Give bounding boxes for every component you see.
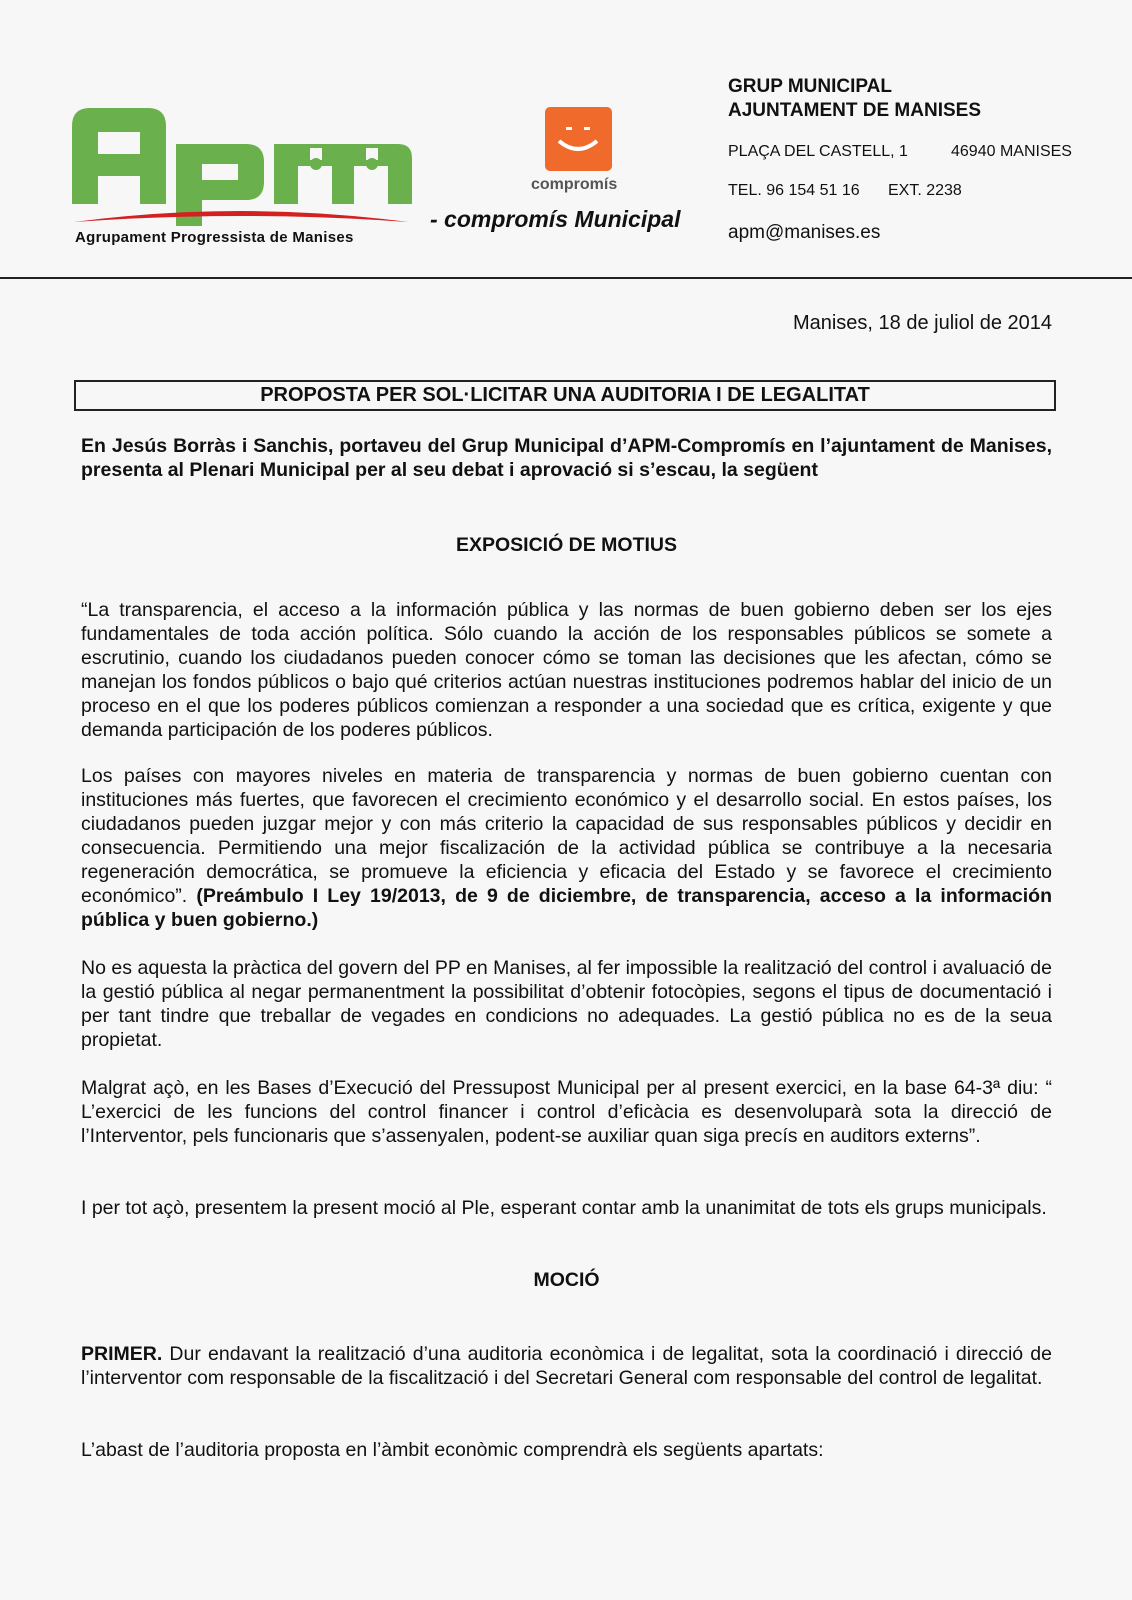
ext: EXT. 2238 [888,182,962,199]
document-title: PROPOSTA PER SOL·LICITAR UNA AUDITORIA I DE LEGALITAT [74,380,1056,411]
compromis-label: compromís [531,176,618,193]
section-heading-exposicio: EXPOSICIÓ DE MOTIUS [455,534,678,556]
intro-paragraph: En Jesús Borràs i Sanchis, portaveu del Grup Municipal d’APM-Compromís en l’ajuntament de Manises, presenta al Plenari Municipal per al seu debat i aprovació si s’escau, la següent [81,435,1052,481]
paragraph-primer [81,1342,1052,1390]
compromis-logo-icon [545,107,612,171]
paragraph-1: “La transparencia, el acceso a la información pública y las normas de buen gobierno deben ser los ejes fundamentales de toda acción política. Sólo cuando la acción de los responsables públicos se somete a escrutinio, cuando los ciudadanos pueden conocer cómo se toman las decisiones que les afectan, cómo se manejan los fondos públicos o bajo qué criterios actúan nuestras instituciones podremos hablar del inicio de un proceso en el que los poderes públicos comienzan a responder a una sociedad que es crítica, exigente y que demanda participación de los poderes públicos. [81,599,1052,741]
document-date: Manises, 18 de juliol de 2014 [792,312,1052,334]
group-line2: AJUNTAMENT DE MANISES [728,100,981,121]
primer-label: PRIMER. [81,1343,163,1365]
header-divider [0,277,1132,279]
paragraph-2-text: Los países con mayores niveles en materia de transparencia y normas de buen gobierno cuentan con instituciones más fuertes, que favorecen el crecimiento económico y el desarrollo social. En estos países, los ciudadanos pueden juzgar mejor y con más criterio la capacidad de sus responsables públicos y decidir en consecuencia. Permitiendo una mejor fiscalización de la actividad pública se contribuye a la necesaria regeneración democrática, se promueve la eficiencia y eficacia del Estado y se favorece el crecimiento económico”. [81,765,1052,907]
paragraph-4: Malgrat açò, en les Bases d’Execució del Pressupost Municipal per al present exercici, en la base 64-3ª diu: “ L’exercici de les funcions del control financer i control d’eficàcia es desenvoluparà sota la direcció de l’Interventor, pels funcionaris que s’assenyalen, podent-se auxiliar quan siga precís en auditors externs”. [81,1077,1052,1147]
compromis-municipal: - compromís Municipal [430,206,681,232]
apm-logo [70,104,415,244]
paragraph-2 [81,764,1052,932]
paragraph-5: I per tot açò, presentem la present moció al Ple, esperant contar amb la unanimitat de tots els grups municipals. [81,1197,1047,1219]
section-heading-mocio: MOCIÓ [533,1269,600,1291]
primer-text: Dur endavant la realització d’una auditoria econòmica i de legalitat, sota la coordinació i direcció de l’interventor com responsable de la fiscalització i del Secretari General com responsable del control de legalitat. [81,1343,1052,1389]
paragraph-7: L’abast de l’auditoria proposta en l’àmbit econòmic comprendrà els següents apartats: [81,1439,824,1461]
group-line1: GRUP MUNICIPAL [728,76,892,97]
email: apm@manises.es [728,222,881,243]
paragraph-3: No es aquesta la pràctica del govern del PP en Manises, al fer impossible la realització del control i avaluació de la gestió pública al negar permanentment la possibilitat d’obtenir fotocòpies, segons el tipus de documentació i per tant tindre que treballar de vegades en condicions no adequades. La gestió pública no es de la seua propietat. [81,957,1052,1051]
paragraph-2-citation: (Preámbulo I Ley 19/2013, de 9 de diciembre, de transparencia, acceso a la información pública y buen gobierno.) [81,885,1053,931]
apm-logo-subtitle: Agrupament Progressista de Manises [75,229,354,246]
phone: TEL. 96 154 51 16 [728,182,860,199]
address: PLAÇA DEL CASTELL, 1 [728,143,908,160]
postal: 46940 MANISES [951,143,1072,160]
